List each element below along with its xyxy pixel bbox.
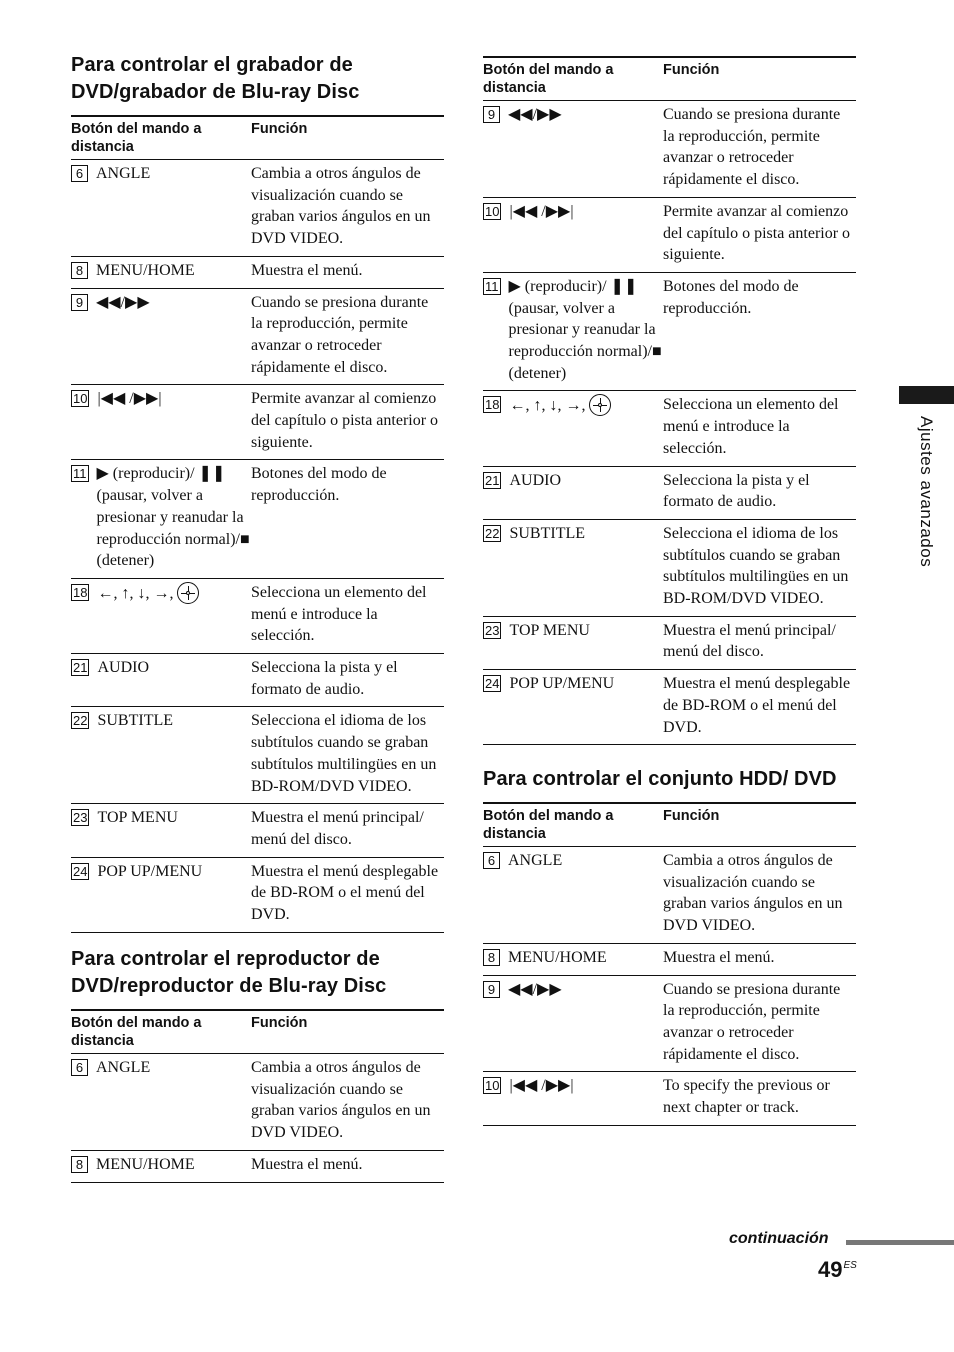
key-number-badge: 22 xyxy=(485,525,500,541)
button-name: ▶ (reproducir)/ ❚❚ (pausar, volver a presionar y reanudar la reproducción normal)/■ (detener) xyxy=(508,277,662,382)
button-name: ANGLE xyxy=(96,1059,151,1076)
header-function-col: Función xyxy=(251,1015,308,1031)
table-row xyxy=(483,617,856,670)
table-row xyxy=(483,847,856,944)
side-tab-label: Ajustes avanzados xyxy=(917,416,936,568)
table-header xyxy=(483,58,856,101)
section-hdd xyxy=(483,766,856,1126)
header-function-col: Función xyxy=(663,808,720,824)
function-cell: Selecciona el idioma de los subtítulos cuando se graban subtítulos multilingües en un BD-ROM/DVD VIDEO. xyxy=(251,712,437,795)
table-row xyxy=(483,1072,856,1125)
enter-cross-icon xyxy=(177,582,199,604)
button-cell xyxy=(71,1154,251,1176)
table-row xyxy=(71,257,444,289)
function-cell: Cuando se presiona durante la reproducción, permite avanzar o retroceder rápidamente el disco. xyxy=(251,293,429,376)
button-name: ◀◀/▶▶ xyxy=(508,980,562,998)
key-number-badge: 11 xyxy=(485,278,499,294)
table-row xyxy=(483,467,856,520)
key-number-badge: 8 xyxy=(483,949,500,966)
key-number-badge: 21 xyxy=(73,660,88,676)
key-number-badge: 8 xyxy=(71,1156,88,1173)
button-cell xyxy=(71,582,251,647)
button-cell xyxy=(483,620,663,663)
button-name: POP UP/MENU xyxy=(97,862,203,880)
table-row xyxy=(483,670,856,745)
function-cell: Selecciona un elemento del menú e introduce la selección. xyxy=(663,396,839,457)
header-function-col: Función xyxy=(663,62,720,78)
button-cell xyxy=(483,1075,663,1118)
button-cell xyxy=(483,470,663,513)
button-name: |◀◀ /▶▶| xyxy=(97,390,162,408)
button-name: ANGLE xyxy=(508,852,563,869)
table-recorder xyxy=(71,115,444,933)
table-row xyxy=(483,944,856,976)
button-cell xyxy=(483,850,663,937)
table-row xyxy=(71,858,444,933)
function-cell: Muestra el menú desplegable de BD-ROM o el menú del DVD. xyxy=(251,862,439,924)
header-button-col: Botón del mando a distancia xyxy=(483,62,614,96)
key-number-badge: 23 xyxy=(73,810,88,826)
side-tab-bar xyxy=(899,386,954,404)
button-name: MENU/HOME xyxy=(96,1155,195,1173)
key-number-badge: 23 xyxy=(485,622,500,638)
continuation-label: continuación xyxy=(729,1230,829,1247)
button-cell xyxy=(483,979,663,1066)
table-row xyxy=(483,391,856,466)
table-row xyxy=(483,198,856,273)
table-row xyxy=(483,101,856,198)
button-name: ◀◀/▶▶ xyxy=(96,293,150,311)
function-cell: Muestra el menú principal/ menú del disco. xyxy=(251,809,424,848)
key-number-badge: 9 xyxy=(483,981,500,998)
key-number-badge: 18 xyxy=(485,397,500,413)
function-cell: Permite avanzar al comienzo del capítulo o pista anterior o siguiente. xyxy=(251,390,439,451)
button-cell xyxy=(71,163,251,250)
key-number-badge: 24 xyxy=(73,863,88,879)
button-name: ←, ↑, ↓, →, xyxy=(97,584,174,602)
key-number-badge: 8 xyxy=(71,262,88,279)
table-player xyxy=(71,1009,444,1183)
button-name: TOP MENU xyxy=(509,621,590,639)
table-row xyxy=(483,520,856,617)
function-cell: Muestra el menú desplegable de BD-ROM o el menú del DVD. xyxy=(663,675,851,736)
page-number-value: 49 xyxy=(818,1257,843,1282)
table-row xyxy=(71,1054,444,1151)
table-row xyxy=(483,976,856,1073)
button-name: ←, ↑, ↓, →, xyxy=(509,397,586,415)
continuation-line xyxy=(846,1240,954,1245)
button-cell xyxy=(71,388,251,453)
function-cell: Selecciona la pista y el formato de audio. xyxy=(663,471,810,511)
button-name: SUBTITLE xyxy=(509,524,586,542)
enter-cross-icon xyxy=(589,394,611,416)
function-cell: Muestra el menú. xyxy=(663,948,775,966)
button-cell xyxy=(71,710,251,797)
key-number-badge: 10 xyxy=(485,1078,500,1094)
table-header xyxy=(483,804,856,847)
button-name: |◀◀ /▶▶| xyxy=(509,1077,574,1095)
header-function-col: Función xyxy=(251,121,308,137)
button-name: MENU/HOME xyxy=(96,261,195,279)
key-number-badge: 6 xyxy=(71,165,88,182)
button-cell xyxy=(483,201,663,266)
button-name-wrap xyxy=(509,394,663,459)
function-cell: Botones del modo de reproducción. xyxy=(251,465,387,505)
section-title: Para controlar el reproductor de DVD/reproductor de Blu-ray Disc xyxy=(71,948,387,997)
button-cell xyxy=(71,260,251,282)
function-cell: To specify the previous or next chapter or track. xyxy=(663,1077,830,1117)
key-number-badge: 18 xyxy=(73,584,88,600)
key-number-badge: 22 xyxy=(73,713,88,729)
table-row xyxy=(71,289,444,386)
table-player-continued xyxy=(483,56,856,745)
page-number xyxy=(818,1257,857,1283)
button-cell xyxy=(71,1057,251,1144)
button-cell xyxy=(71,807,251,850)
key-number-badge: 10 xyxy=(73,391,88,407)
table-row xyxy=(71,1151,444,1183)
button-name-wrap xyxy=(97,582,251,647)
function-cell: Selecciona el idioma de los subtítulos cuando se graban subtítulos multilingües en un BD-ROM/DVD VIDEO. xyxy=(663,524,849,608)
function-cell: Cuando se presiona durante la reproducción, permite avanzar o retroceder rápidamente el disco. xyxy=(663,980,841,1063)
table-row xyxy=(483,273,856,392)
button-cell xyxy=(483,523,663,610)
table-row xyxy=(71,804,444,857)
function-cell: Cambia a otros ángulos de visualización cuando se graban varios ángulos en un DVD VIDEO. xyxy=(251,165,431,248)
table-header xyxy=(71,1011,444,1054)
table-header xyxy=(71,117,444,160)
header-button-col: Botón del mando a distancia xyxy=(71,121,202,155)
function-cell: Muestra el menú. xyxy=(251,261,363,279)
button-name: ▶ (reproducir)/ ❚❚ (pausar, volver a presionar y reanudar la reproducción normal)/■ (detener) xyxy=(96,465,250,570)
table-row xyxy=(71,160,444,257)
key-number-badge: 21 xyxy=(485,472,500,488)
button-cell xyxy=(71,861,251,926)
header-button-col: Botón del mando a distancia xyxy=(483,808,614,842)
button-name: AUDIO xyxy=(509,471,562,489)
header-button-col: Botón del mando a distancia xyxy=(71,1015,202,1049)
function-cell: Muestra el menú principal/ menú del disco. xyxy=(663,621,836,661)
button-name: SUBTITLE xyxy=(97,712,174,730)
section-title: Para controlar el grabador de DVD/grabador de Blu-ray Disc xyxy=(71,54,360,103)
button-name: MENU/HOME xyxy=(508,948,607,966)
table-row xyxy=(71,707,444,804)
button-cell xyxy=(71,292,251,379)
key-number-badge: 9 xyxy=(71,294,88,311)
page-suffix: ES xyxy=(843,1260,857,1271)
table-row xyxy=(71,654,444,707)
button-name: |◀◀ /▶▶| xyxy=(509,202,574,220)
button-cell xyxy=(71,463,251,572)
button-cell xyxy=(483,276,663,385)
key-number-badge: 9 xyxy=(483,106,500,123)
button-name: POP UP/MENU xyxy=(509,675,615,693)
key-number-badge: 6 xyxy=(71,1059,88,1076)
key-number-badge: 24 xyxy=(485,676,500,692)
table-row xyxy=(71,460,444,579)
table-hdd xyxy=(483,802,856,1126)
function-cell: Selecciona la pista y el formato de audio. xyxy=(251,659,398,698)
function-cell: Cambia a otros ángulos de visualización cuando se graban varios ángulos en un DVD VIDEO. xyxy=(251,1059,431,1142)
key-number-badge: 10 xyxy=(485,203,500,219)
button-name: ◀◀/▶▶ xyxy=(508,106,562,123)
table-row xyxy=(71,385,444,460)
section-title: Para controlar el conjunto HDD/ DVD xyxy=(483,768,837,790)
button-cell xyxy=(483,947,663,969)
key-number-badge: 11 xyxy=(73,466,87,482)
function-cell: Muestra el menú. xyxy=(251,1155,363,1173)
button-name: AUDIO xyxy=(97,659,150,677)
button-name: ANGLE xyxy=(96,165,151,182)
function-cell: Permite avanzar al comienzo del capítulo o pista anterior o siguiente. xyxy=(663,202,851,264)
function-cell: Cambia a otros ángulos de visualización cuando se graban varios ángulos en un DVD VIDEO. xyxy=(663,852,843,935)
function-cell: Cuando se presiona durante la reproducción, permite avanzar o retroceder rápidamente el disco. xyxy=(663,106,841,189)
button-cell xyxy=(483,673,663,738)
button-cell xyxy=(483,394,663,459)
table-row xyxy=(71,579,444,654)
function-cell: Botones del modo de reproducción. xyxy=(663,277,799,317)
function-cell: Selecciona un elemento del menú e introduce la selección. xyxy=(251,583,427,645)
button-cell xyxy=(483,104,663,191)
section-player xyxy=(71,946,444,1183)
button-cell xyxy=(71,657,251,700)
section-player-continued xyxy=(483,47,856,745)
key-number-badge: 6 xyxy=(483,852,500,869)
section-recorder xyxy=(71,52,444,933)
button-name: TOP MENU xyxy=(97,809,178,827)
